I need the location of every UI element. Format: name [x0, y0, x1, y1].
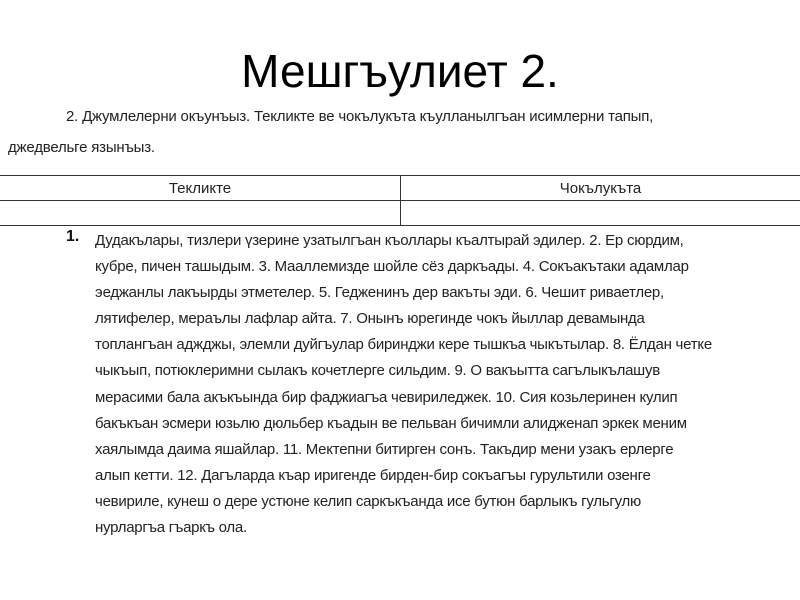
header-singular: Текликте	[0, 176, 401, 201]
text-line: бакъкъан эсмери юзьлю дюльбер къадын ве пельван бичимли алидженап эркек меним	[95, 414, 687, 432]
cell-plural[interactable]	[401, 201, 800, 226]
task-instruction-line-1: 2. Джумлелерни окъунъыз. Текликте ве чокълукъта къулланылгъан исимлерни тапып,	[66, 108, 654, 125]
text-line: Дудакълары, тизлери үзерине узатылгъан къоллары къалтырай эдилер. 2. Ер сюрдим,	[95, 232, 684, 249]
table-row	[0, 201, 800, 226]
exercise-text	[95, 228, 712, 541]
exercise-number: 1.	[66, 228, 80, 245]
header-plural: Чокълукъта	[401, 176, 800, 201]
cell-singular[interactable]	[0, 201, 401, 226]
text-line: кубре, пичен ташыдым. 3. Мааллемизде шойле сёз даркъады. 4. Сокъакътаки адамлар	[95, 258, 689, 276]
answer-table	[0, 175, 800, 226]
text-line: лятифелер, мераълы лафлар айта. 7. Онынъ юрегинде чокъ йыллар девамында	[95, 310, 645, 328]
task-instruction-line-2: джедвельге язынъыз.	[8, 139, 155, 156]
text-line: нурларгъа гъаркъ ола.	[95, 519, 247, 537]
text-line: чевириле, кунеш о дере устюне келип саркъкъанда исе бутюн барлыкъ гульгулю	[95, 492, 641, 510]
text-line: алып кетти. 12. Дагъларда къар иригенде бирден-бир сокъагъы гурультили озенге	[95, 466, 651, 484]
slide-title: Мешгъулиет 2.	[241, 45, 559, 97]
text-line: топлангъан аджджы, элемли дуйгъулар биринджи кере тышкъа чыкътылар. 8. Ёлдан четке	[95, 336, 712, 354]
text-line: мерасими бала акъкъында бир фаджиагъа чевириледжек. 10. Сия козьлеринен кулип	[95, 388, 678, 406]
table-header-row	[0, 176, 800, 201]
text-line: чыкъып, потюклеримни сылакъ кочетлерге сильдим. 9. О вакъытта сагълыкълашув	[95, 362, 660, 380]
text-line: хаялымда даима яшайлар. 11. Мектепни битирген сонъ. Такъдир мени узакъ ерлерге	[95, 440, 674, 458]
text-line: эеджанлы лакъырды этметелер. 5. Гедженинъ дер вакъты эди. 6. Чешит риваетлер,	[95, 284, 664, 302]
